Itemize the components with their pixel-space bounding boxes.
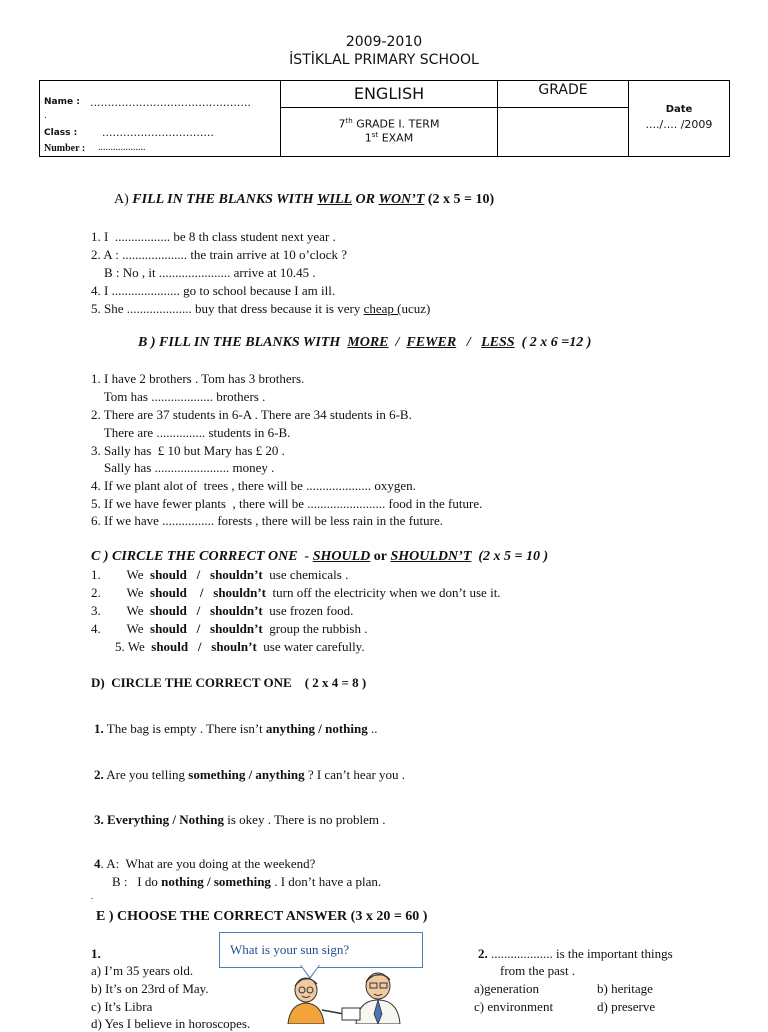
section-b-item: There are ............... students in 6-B.	[91, 425, 291, 440]
section-b-instruction: B ) FILL IN THE BLANKS WITH	[138, 335, 341, 350]
section-b-sep: /	[466, 335, 471, 350]
school-name: İSTİKLAL PRIMARY SCHOOL	[289, 52, 479, 68]
date-label: Date	[665, 104, 693, 115]
section-a-score: (2 x 5 = 10)	[427, 192, 495, 207]
exam-superscript: st	[371, 131, 379, 139]
name-blank-continued: .	[44, 111, 47, 121]
section-e-question-2	[478, 946, 673, 962]
section-a-item-5	[91, 301, 430, 317]
question-ending: ? I can’t hear you .	[307, 767, 406, 782]
speech-bubble-text: What is your sun sign?	[230, 942, 350, 957]
question-number: 4	[94, 856, 101, 871]
number-blank[interactable]: ...................	[98, 142, 146, 153]
question-text: Are you telling	[106, 767, 186, 782]
option-b[interactable]: b) heritage	[597, 981, 653, 996]
section-a-item: 1. I ................. be 8 th class student next year .	[91, 229, 336, 244]
section-a-will: WILL	[317, 192, 353, 207]
section-d-title: D) CIRCLE THE CORRECT ONE ( 2 x 4 = 8 )	[91, 675, 367, 690]
section-e-question-2-line2: from the past .	[500, 963, 576, 978]
section-a-item: B : No , it ...................... arrive at 10.45 .	[91, 265, 316, 280]
section-d-question-4-answer	[112, 874, 381, 890]
option-separator: /	[199, 585, 204, 600]
option-separator: /	[197, 639, 202, 654]
grade-value-cell[interactable]	[498, 108, 629, 157]
section-c-item	[91, 567, 348, 583]
option-separator: /	[196, 621, 201, 636]
item-text: group the rubbish .	[269, 621, 368, 636]
exam-line	[281, 131, 497, 145]
section-a-wont: WON’T	[378, 192, 425, 207]
item-number: 4.	[91, 621, 101, 636]
item-text: turn off the electricity when we don’t use it.	[272, 585, 501, 600]
item-subject: We	[126, 603, 144, 618]
subject-title: ENGLISH	[353, 84, 425, 103]
section-a-title	[114, 192, 494, 208]
item-number: 1.	[91, 567, 101, 582]
item-subject: We	[126, 585, 144, 600]
section-c-or: or	[373, 549, 387, 564]
student-info-table	[39, 80, 730, 157]
item-text: use chemicals .	[269, 567, 349, 582]
number-label: Number :	[44, 143, 86, 154]
section-a-item-5-text: 5. She .................... buy that dress because it is very	[91, 301, 364, 316]
term-grade-number: 7	[338, 117, 346, 131]
item-text: use water carefully.	[263, 639, 365, 654]
section-c-item	[91, 585, 501, 601]
section-d-question-4	[94, 856, 315, 872]
stray-dot: .	[91, 891, 94, 901]
option-should[interactable]: should	[150, 621, 187, 636]
term-line	[281, 117, 497, 131]
section-b-score: ( 2 x 6 =12 )	[521, 335, 592, 350]
section-a-instruction: FILL IN THE BLANKS WITH	[132, 192, 314, 207]
section-c-shouldnt: SHOULDN’T	[390, 549, 472, 564]
section-b-item: 2. There are 37 students in 6-A . There are 34 students in 6-B.	[91, 407, 412, 422]
person-left	[288, 978, 344, 1024]
item-number: 2.	[91, 585, 101, 600]
section-a-item: 4. I ..................... go to school because I am ill.	[91, 283, 336, 298]
question-text: The bag is empty . There isn’t	[106, 721, 263, 736]
section-b-item: 6. If we have ................ forests , there will be less rain in the future.	[91, 513, 443, 528]
section-b-item: 3. Sally has £ 10 but Mary has £ 20 .	[91, 443, 285, 458]
section-b-more: MORE	[347, 335, 389, 350]
section-b-item: Sally has ....................... money .	[91, 460, 275, 475]
date-value[interactable]: ..../.... /2009	[645, 118, 713, 131]
option-shouldnt[interactable]: shouln’t	[211, 639, 257, 654]
grade-label-cell	[498, 81, 629, 108]
section-b-item: 4. If we plant alot of trees , there will be .................... oxygen.	[91, 478, 416, 493]
question-options[interactable]: nothing / something	[161, 874, 271, 889]
item-number: 5. We	[115, 639, 145, 654]
section-d-question-3	[94, 812, 386, 828]
section-c-title	[91, 549, 548, 565]
question-options[interactable]: something / anything	[188, 767, 305, 782]
option-separator: /	[196, 603, 201, 618]
option-b[interactable]: b) It’s on 23rd of May.	[91, 981, 209, 996]
cartoon-people-illustration	[282, 970, 422, 1024]
section-c-item	[91, 603, 353, 619]
section-e-question-1-number: 1.	[91, 946, 101, 961]
section-a-letter: A)	[114, 192, 129, 207]
exam-number: 1	[364, 131, 372, 145]
option-a[interactable]: a)generation	[474, 981, 539, 996]
answer-text: B : I do	[112, 874, 158, 889]
question-number: 2.	[478, 946, 488, 961]
section-b-title	[138, 335, 591, 351]
section-b-item: 5. If we have fewer plants , there will be ........................ food in the future.	[91, 496, 483, 511]
item-subject: We	[126, 621, 144, 636]
section-a-item-5-cheap: cheap (	[363, 301, 402, 316]
section-b-item: 1. I have 2 brothers . Tom has 3 brothers.	[91, 371, 305, 386]
option-c[interactable]: c) It’s Libra	[91, 999, 153, 1014]
section-b-item: Tom has ................... brothers .	[91, 389, 266, 404]
section-c-should: SHOULD	[312, 549, 371, 564]
question-number: 2.	[94, 767, 104, 782]
option-shouldnt[interactable]: shouldn’t	[210, 621, 263, 636]
term-text: GRADE I. TERM	[356, 117, 440, 131]
section-d-question-2	[94, 767, 405, 783]
question-text: is okey . There is no problem .	[227, 812, 386, 827]
name-blank[interactable]: ..............................................	[90, 96, 251, 109]
student-info-cell	[40, 81, 281, 157]
section-c-instruction: C ) CIRCLE THE CORRECT ONE -	[91, 549, 310, 564]
question-ending: ..	[371, 721, 378, 736]
option-separator: /	[196, 567, 201, 582]
option-shouldnt[interactable]: shouldn’t	[213, 585, 267, 600]
class-blank[interactable]: ................................	[102, 126, 214, 139]
answer-ending: . I don’t have a plan.	[274, 874, 382, 889]
section-b-sep: /	[395, 335, 400, 350]
grade-label: GRADE	[538, 82, 588, 98]
section-a-or: OR	[355, 192, 375, 207]
subject-cell	[281, 81, 498, 108]
question-options[interactable]: Everything / Nothing	[107, 812, 225, 827]
class-label: Class :	[44, 128, 78, 138]
term-superscript: th	[345, 117, 353, 125]
section-c-item	[115, 639, 365, 655]
question-options[interactable]: anything / nothing	[265, 721, 368, 736]
section-b-less: LESS	[481, 335, 515, 350]
option-should[interactable]: should	[151, 639, 189, 654]
item-subject: We	[126, 567, 144, 582]
option-d[interactable]: d) Yes I believe in horoscopes.	[91, 1016, 251, 1031]
item-text: use frozen food.	[269, 603, 354, 618]
question-number: 3.	[94, 812, 104, 827]
person-right	[342, 973, 400, 1024]
option-should[interactable]: should	[150, 585, 187, 600]
question-text: . A: What are you doing at the weekend?	[100, 856, 316, 871]
item-number: 3.	[91, 603, 101, 618]
school-year: 2009-2010	[345, 34, 423, 50]
option-c[interactable]: c) environment	[474, 999, 554, 1014]
section-a-item: 2. A : .................... the train arrive at 10 o’clock ?	[91, 247, 347, 262]
question-text: ................... is the important things	[491, 946, 673, 961]
speech-bubble	[219, 932, 423, 968]
term-cell	[281, 108, 498, 157]
option-should[interactable]: should	[150, 603, 187, 618]
option-a[interactable]: a) I’m 35 years old.	[91, 963, 194, 978]
section-e-title: E ) CHOOSE THE CORRECT ANSWER (3 x 20 = 60 )	[96, 909, 428, 924]
option-should[interactable]: should	[150, 567, 187, 582]
section-a-item-5-ucuz: ucuz)	[401, 301, 431, 316]
option-shouldnt[interactable]: shouldn’t	[210, 567, 263, 582]
exam-text: EXAM	[381, 131, 414, 145]
section-c-score: (2 x 5 = 10 )	[478, 549, 549, 564]
section-c-item	[91, 621, 367, 637]
name-label: Name :	[44, 97, 80, 107]
section-b-fewer: FEWER	[406, 335, 457, 350]
option-d[interactable]: d) preserve	[597, 999, 656, 1014]
option-shouldnt[interactable]: shouldn’t	[210, 603, 263, 618]
date-cell	[629, 81, 730, 157]
question-number: 1.	[94, 721, 104, 736]
section-d-question-1	[94, 721, 378, 737]
